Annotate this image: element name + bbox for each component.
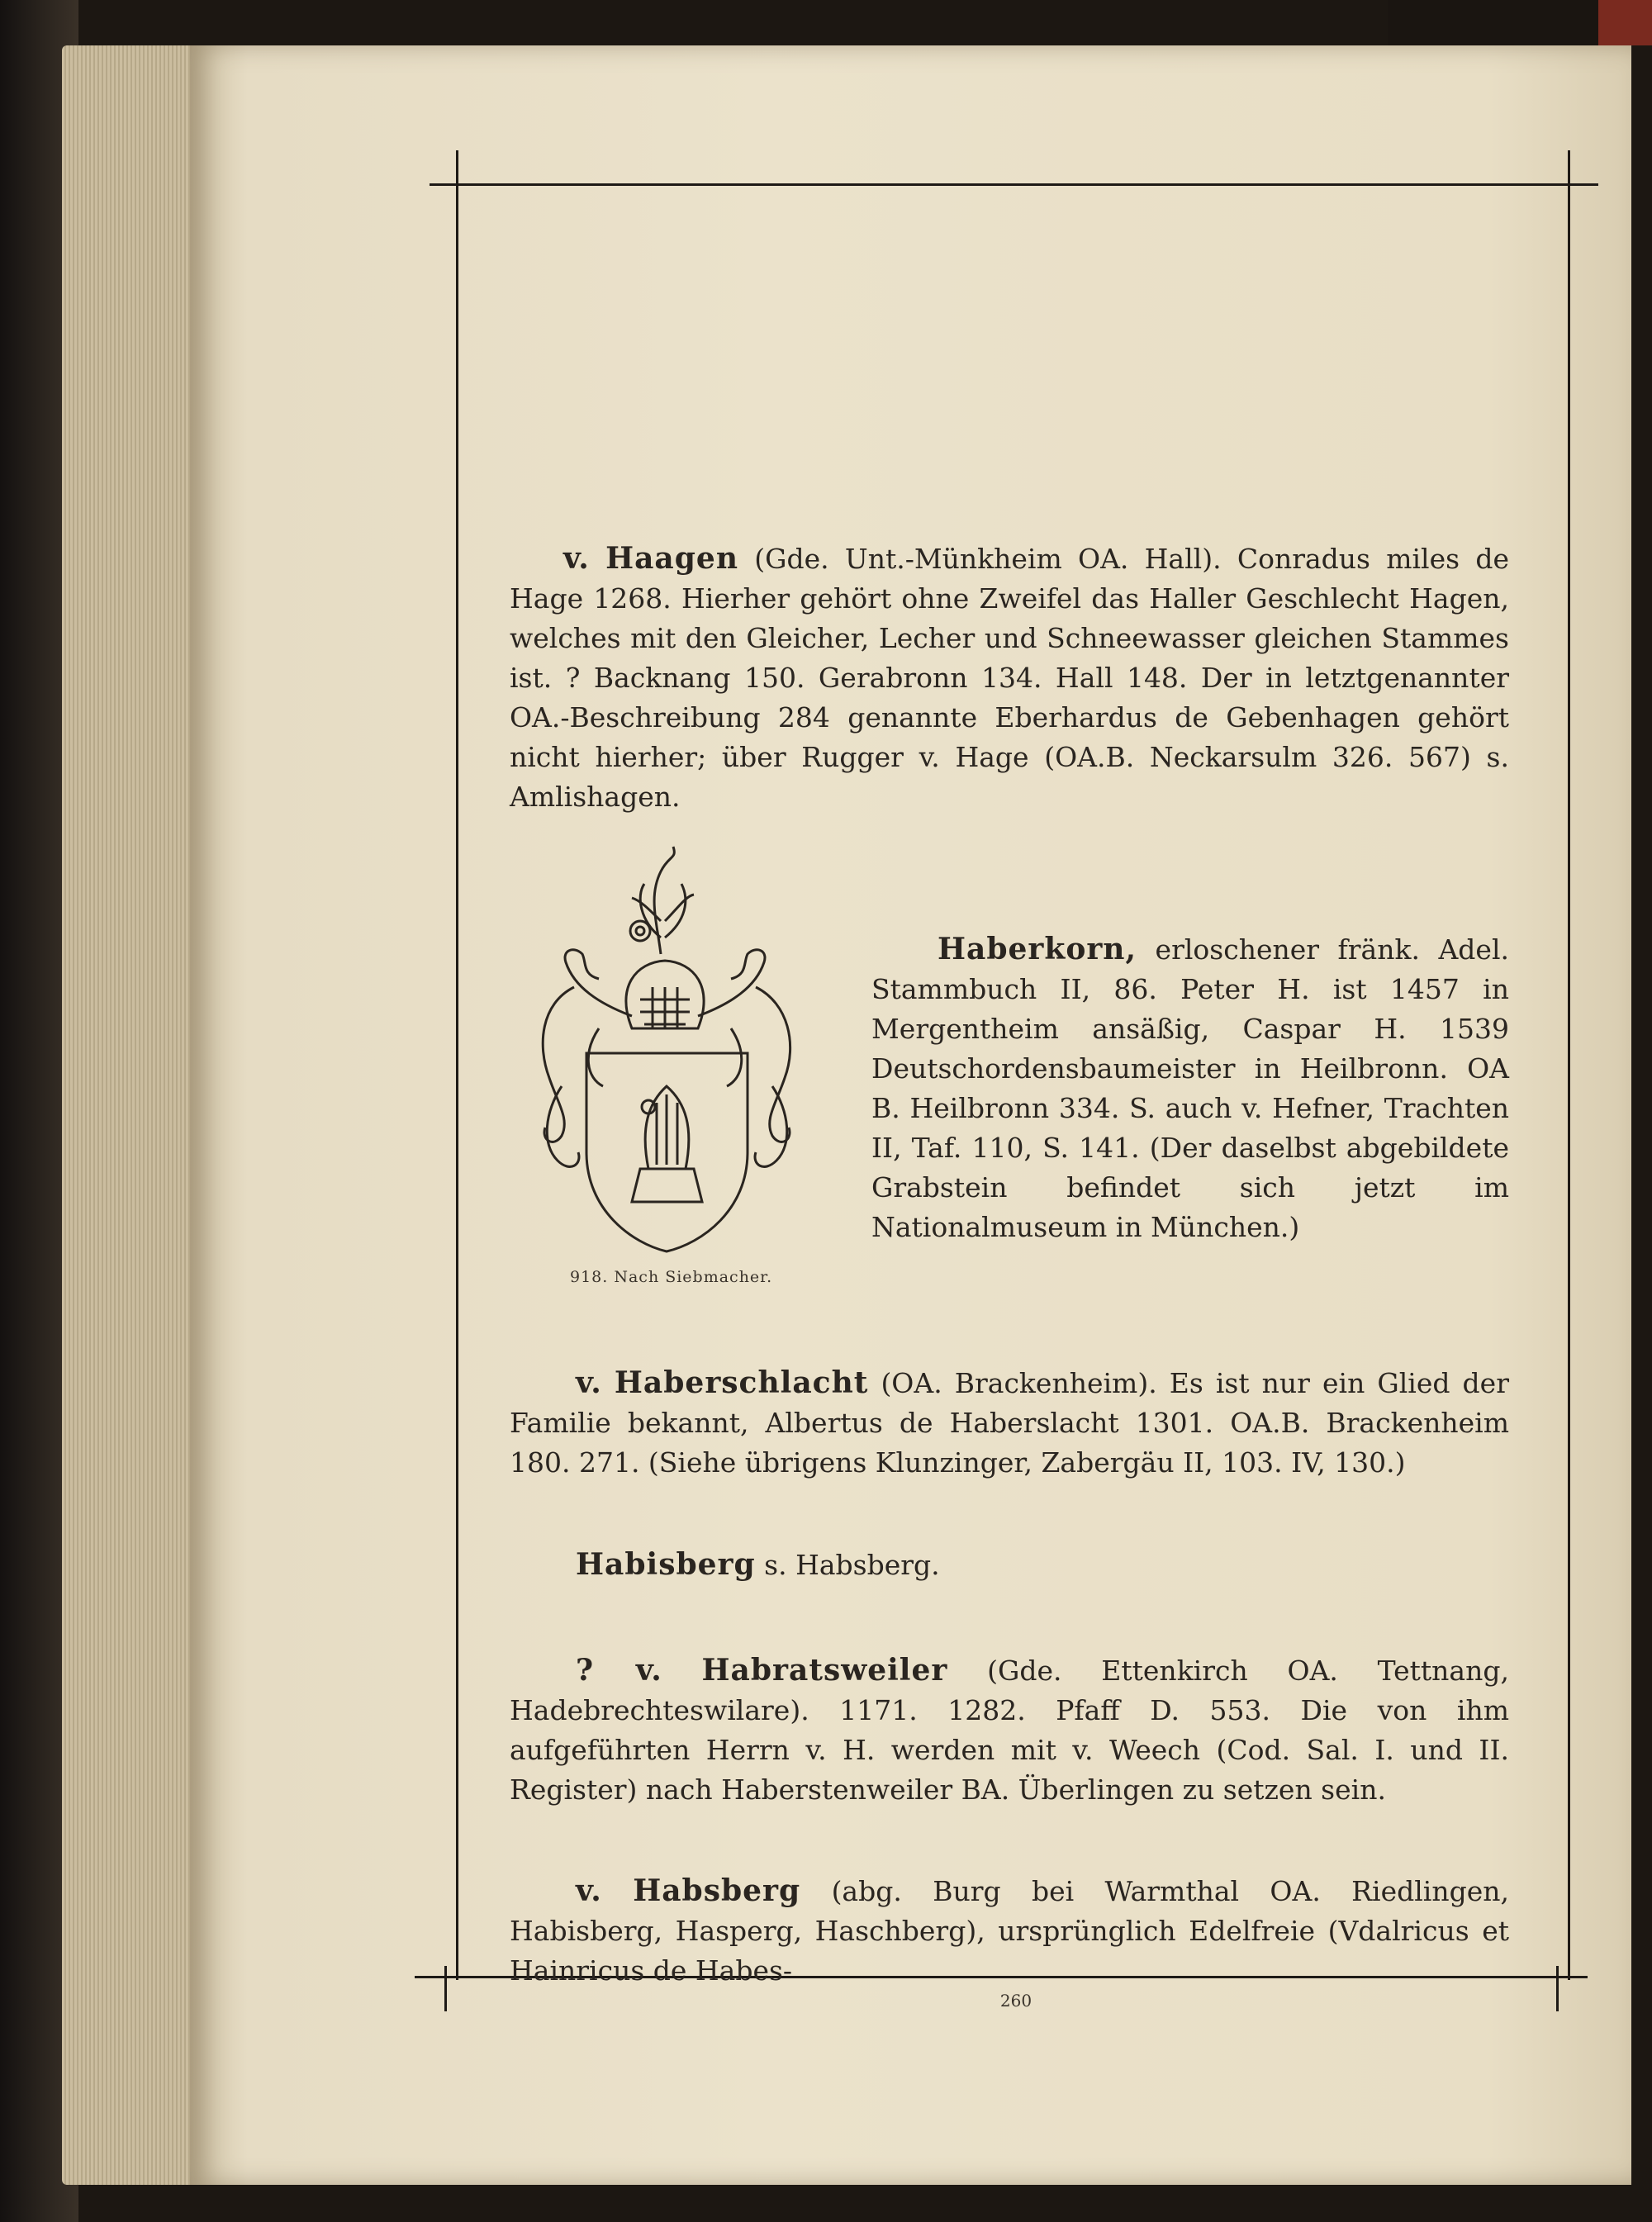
entry-headword: Habratsweiler [701, 1653, 948, 1688]
entry-text: erloschener fränk. Adel. Stammbuch II, 86. Peter H. ist 1457 in Mergentheim ansäßig, Caspar H. 1539 Deutschordensbaumeister in Heilbronn. OA B. Heilbronn 334. S. auch v. Hefner, Trachten II, Taf. 110, S. 141. (Der daselbst abgebildete Grabstein befindet sich jetzt im Nationalmuseum in München.) [871, 933, 1509, 1243]
frame-top-rule [430, 183, 1598, 186]
entry-prefix: ? v. [576, 1653, 662, 1688]
figure-caption: 918. Nach Siebmacher. [570, 1268, 773, 1286]
frame-right-tick-bottom [1556, 1966, 1559, 2011]
entry-prefix: v. [576, 1873, 602, 1908]
entry-habsberg [510, 1871, 1509, 1991]
entry-prefix: v. [563, 541, 590, 576]
entry-haberschlacht [510, 1363, 1509, 1483]
entry-text: (Gde. Unt.-Münkheim OA. Hall). Conradus miles de Hage 1268. Hierher gehört ohne Zweifel das Haller Geschlecht Hagen, welches mit den Gleicher, Lecher und Schneewasser gleichen Stammes ist. ? Backnang 150. Gerabronn 134. Hall 148. Der in letztgenannter OA.-Beschreibung 284 genannte Eberhardus de Gebenhagen gehört nicht hierher; über Rugger v. Hage (OA.B. Neckarsulm 326. 567) s. Amlishagen. [510, 543, 1509, 813]
entry-text: (abg. Burg bei Warmthal OA. Riedlingen, Habisberg, Hasperg, Haschberg), ursprünglich Edelfreie (Vdalricus et Hainricus de Habes- [510, 1875, 1509, 1987]
frame-left-tick-bottom [444, 1966, 447, 2011]
entry-prefix: v. [576, 1365, 602, 1400]
frame-left-rule-top [456, 150, 458, 1980]
entry-habisberg [510, 1545, 1509, 1585]
entry-headword: Haberschlacht [614, 1365, 869, 1400]
entry-headword: Habsberg [633, 1873, 801, 1908]
frame-right-rule [1568, 150, 1570, 1980]
page-number: 260 [999, 1991, 1032, 2011]
entry-text: (OA. Brackenheim). Es ist nur ein Glied der Familie bekannt, Albertus de Haberslacht 1301. OA.B. Brackenheim 180. 271. (Siehe übrigens Klunzinger, Zabergäu II, 103. IV, 130.) [510, 1367, 1509, 1479]
entry-haberkorn [871, 929, 1509, 1247]
entry-headword: Haagen [605, 541, 739, 576]
entry-headword: Haberkorn, [938, 932, 1137, 966]
entry-habratsweiler [510, 1650, 1509, 1810]
bookmark-ribbon [1598, 0, 1652, 45]
entry-headword: Habisberg [576, 1547, 756, 1582]
coat-of-arms-icon [525, 838, 822, 1260]
entry-text: s. Habsberg. [764, 1549, 940, 1581]
entry-haagen [510, 539, 1509, 817]
entry-text: (Gde. Ettenkirch OA. Tettnang, Hadebrechteswilare). 1171. 1282. Pfaff D. 553. Die von ihm aufgeführten Herrn v. H. werden mit v. Weech (Cod. Sal. I. und II. Register) nach Haberstenweiler BA. Überlingen zu setzen sein. [510, 1655, 1509, 1806]
